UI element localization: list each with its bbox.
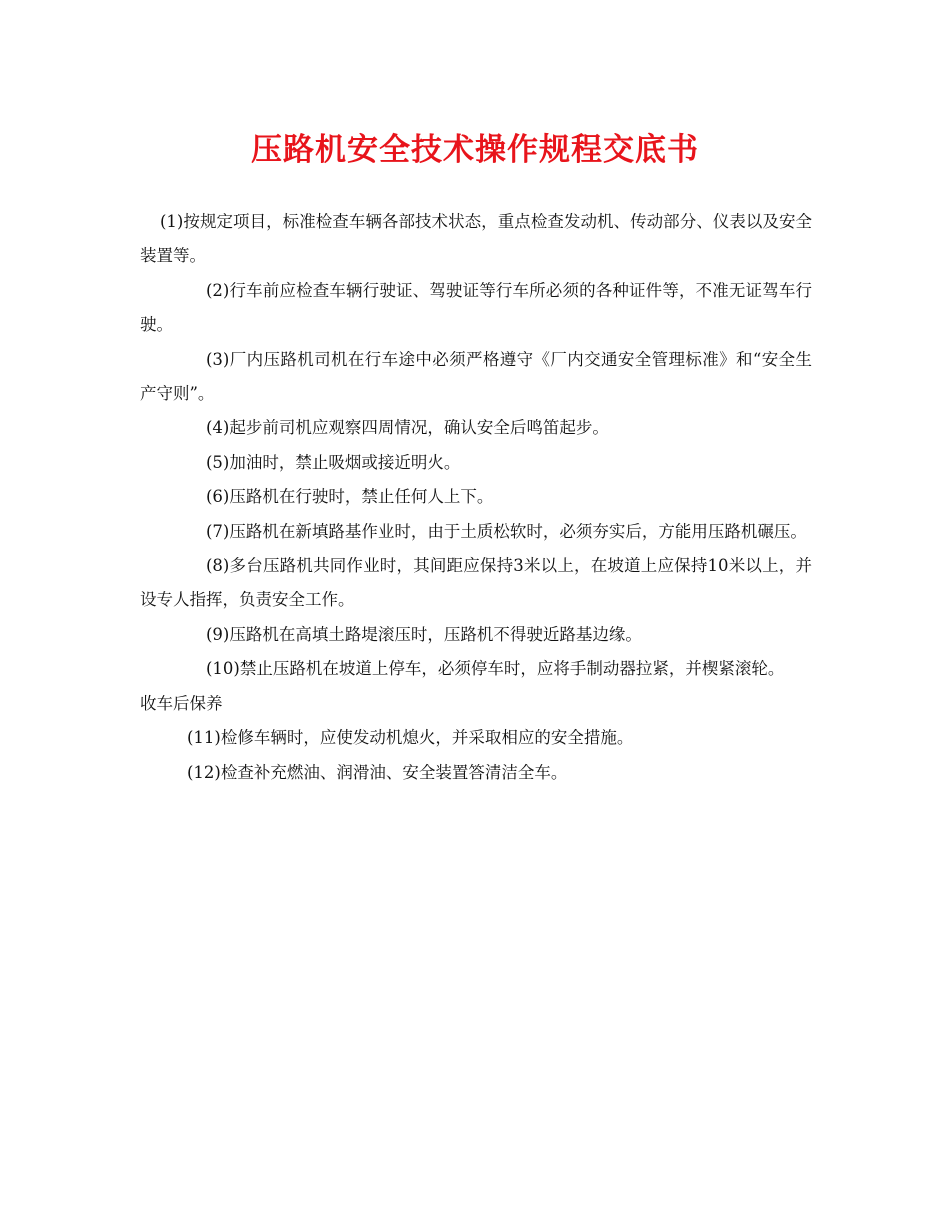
document-body [140, 205, 812, 790]
paragraph-3: (3)厂内压路机司机在行车途中必须严格遵守《厂内交通安全管理标准》和“安全生产守则”。 [140, 349, 812, 404]
paragraph-1: (1)按规定项目，标准检查车辆各部技术状态，重点检查发动机、传动部分、仪表以及安全装置等。 [140, 212, 812, 266]
paragraph-6: (6)压路机在行驶时，禁止任何人上下。 [206, 487, 494, 507]
paragraph-8: (8)多台压路机共同作业时，其间距应保持3米以上，在坡道上应保持10米以上，并设专人指挥，负责安全工作。 [140, 556, 812, 610]
paragraph-10: (10)禁止压路机在坡道上停车，必须停车时，应将手制动器拉紧，并楔紧滚轮。 [206, 659, 785, 679]
paragraph-11: (11)检修车辆时，应使发动机熄火，并采取相应的安全措施。 [187, 728, 634, 748]
paragraph-4: (4)起步前司机应观察四周情况，确认安全后鸣笛起步。 [206, 418, 609, 438]
paragraph-5: (5)加油时，禁止吸烟或接近明火。 [206, 452, 461, 472]
paragraph-12: (12)检查补充燃油、润滑油、安全装置答清洁全车。 [187, 762, 568, 782]
paragraph-2: (2)行车前应检查车辆行驶证、驾驶证等行车所必须的各种证件等，不准无证驾车行驶。 [140, 280, 812, 335]
section-heading-maintenance: 收车后保养 [140, 693, 223, 713]
paragraph-9: (9)压路机在高填土路堤滚压时，压路机不得驶近路基边缘。 [206, 624, 642, 644]
document-title: 压路机安全技术操作规程交底书 [251, 132, 699, 168]
paragraph-7: (7)压路机在新填路基作业时，由于土质松软时，必须夯实后，方能用压路机碾压。 [206, 521, 807, 541]
